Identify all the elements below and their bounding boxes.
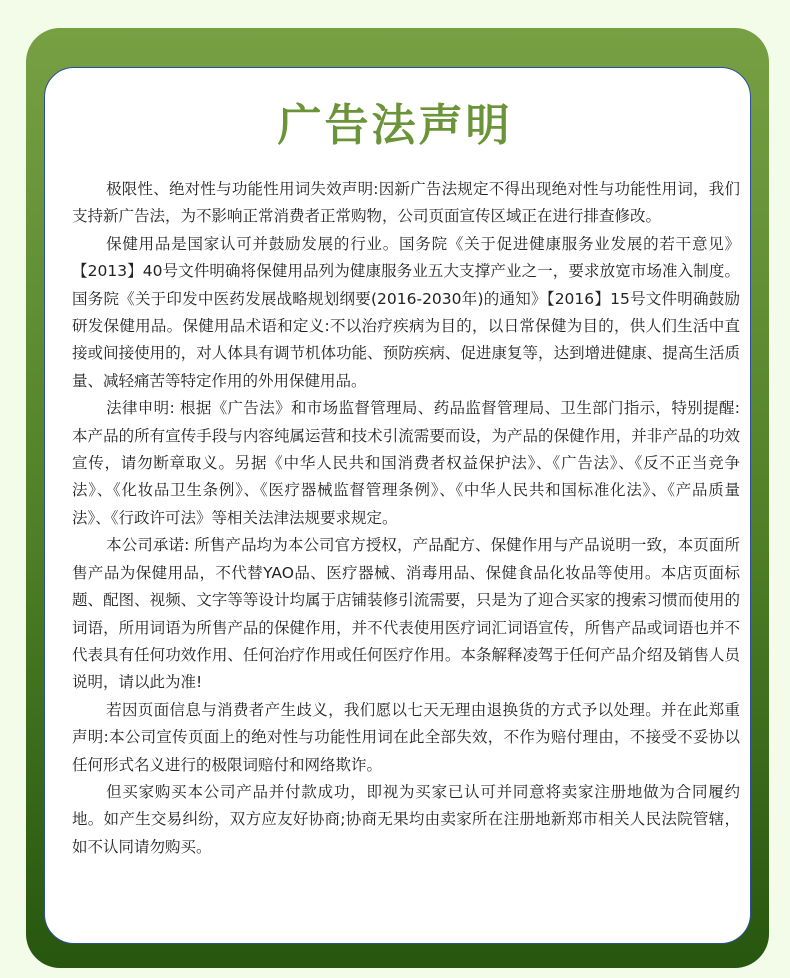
statement-body (72, 176, 740, 861)
paragraph-absolute-terms: 极限性、绝对性与功能性用词失效声明:因新广告法规定不得出现绝对性与功能性用词，我们支持新广告法，为不影响正常消费者正常购物，公司页面宣传区域正在进行排查修改。 (72, 180, 740, 226)
paragraph-returns: 若因页面信息与消费者产生歧义，我们愿以七天无理由退换货的方式予以处理。并在此郑重声明:本公司宣传页面上的绝对性与功能性用词在此全部失效，不作为赔付理由，不接受不妥协以任何形式名义进行的极限词赔付和网络欺诈。 (72, 700, 740, 774)
paragraph-health-products: 保健用品是国家认可并鼓励发展的行业。国务院《关于促进健康服务业发展的若干意见》【2013】40号文件明确将保健用品列为健康服务业五大支撑产业之一，要求放宽市场准入制度。国务院《关于印发中医药发展战略规划纲要(2016-2030年)的通知》【2016】15号文件明确鼓励研发保健用品。保健用品术语和定义:不以治疗疾病为目的，以日常保健为目的，供人们生活中直接或间接使用的，对人体具有调节机体功能、预防疾病、促进康复等，达到增进健康、提高生活质量、减轻痛苦等特定作用的外用保健用品。 (72, 234, 740, 390)
paragraph-jurisdiction: 但买家购买本公司产品并付款成功，即视为买家已认可并同意将卖家注册地做为合同履约地。如产生交易纠纷，双方应友好协商;协商无果均由卖家所在注册地新郑市相关人民法院管辖，如不认同请勿购买。 (72, 782, 740, 856)
paragraph-company-commitment: 本公司承诺: 所售产品均为本公司官方授权，产品配方、保健作用与产品说明一致，本页面所售产品为保健用品，不代替YAO品、医疗器械、消毒用品、保健食品化妆品等使用。本店页面标题、配图、视频、文字等等设计均属于店铺装修引流需要，只是为了迎合买家的搜索习惯而使用的词语，所用词语为所售产品的保健作用，并不代表使用医疗词汇词语宣传，所售产品或词语也并不代表具有任何功效作用、任何治疗作用或任何医疗作用。本条解释凌驾于任何产品介绍及销售人员说明，请以此为准! (72, 536, 740, 692)
paragraph-legal-statement: 法律申明: 根据《广告法》和市场监督管理局、药品监督管理局、卫生部门指示，特别提醒:本产品的所有宣传手段与内容纯属运营和技术引流需要而设，为产品的保健作用，并非产品的功效宣传，请勿断章取义。另据《中华人民共和国消费者权益保护法》、《广告法》、《反不正当竞争法》、《化妆品卫生条例》、《医疗器械监督管理条例》、《中华人民共和国标准化法》、《产品质量法》、《行政许可法》等相关法津法规要求规定。 (72, 399, 740, 527)
page-title: 广告法声明 (277, 100, 513, 151)
